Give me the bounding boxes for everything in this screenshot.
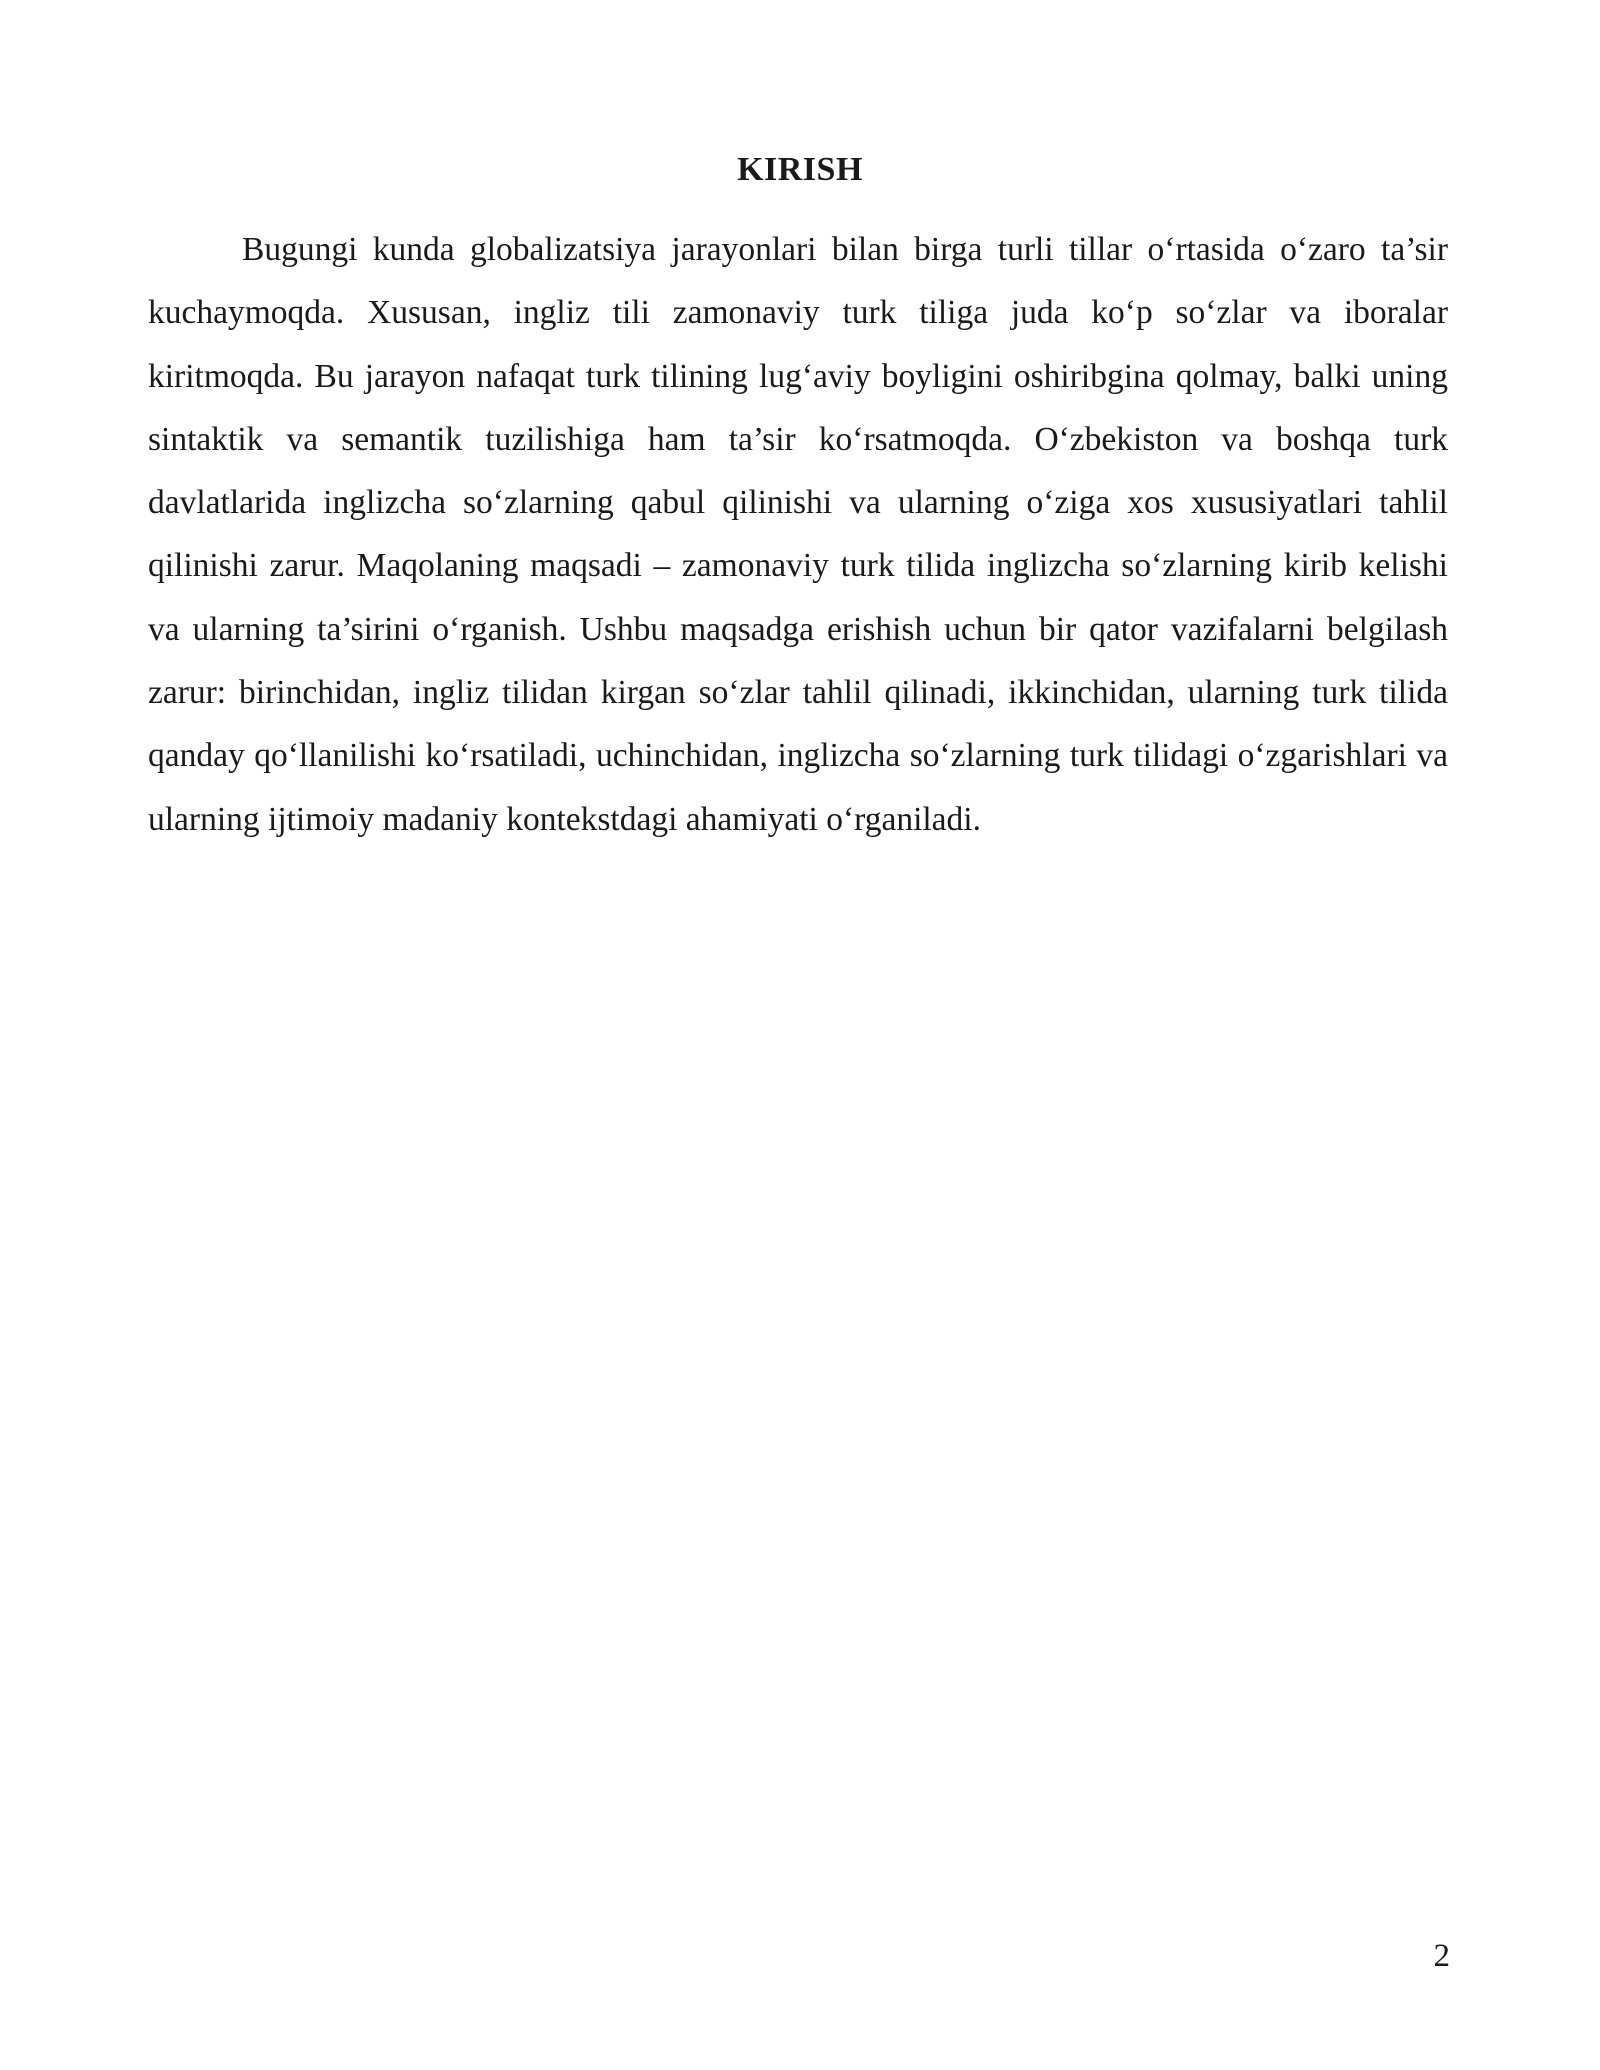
page-number: 2	[1433, 1938, 1450, 1974]
introduction-paragraph: Bugungi kunda globalizatsiya jarayonlari bilan birga turli tillar o‘rtasida o‘zaro ta’sir kuchaymoqda. Xususan, ingliz tili zamonaviy turk tiliga juda ko‘p so‘zlar va iboralar kiritmoqda. Bu jarayon nafaqat turk tilining lug‘aviy boyligini oshiribgina qolmay, balki uning sintaktik va semantik tuzilishiga ham ta’sir ko‘rsatmoqda. O‘zbekiston va boshqa turk davlatlarida inglizcha so‘zlarning qabul qilinishi va ularning o‘ziga xos xususiyatlari tahlil qilinishi zarur. Maqolaning maqsadi – zamonaviy turk tilida inglizcha so‘zlarning kirib kelishi va ularning ta’sirini o‘rganish. Ushbu maqsadga erishish uchun bir qator vazifalarni belgilash zarur: birinchidan, ingliz tilidan kirgan so‘zlar tahlil qilinadi, ikkinchidan, ularning turk tilida qanday qo‘llanilishi ko‘rsatiladi, uchinchidan, inglizcha so‘zlarning turk tilidagi o‘zgarishlari va ularning ijtimoiy madaniy kontekstdagi ahamiyati o‘rganiladi.	[148, 231, 1448, 838]
section-title: KIRISH	[737, 151, 863, 188]
